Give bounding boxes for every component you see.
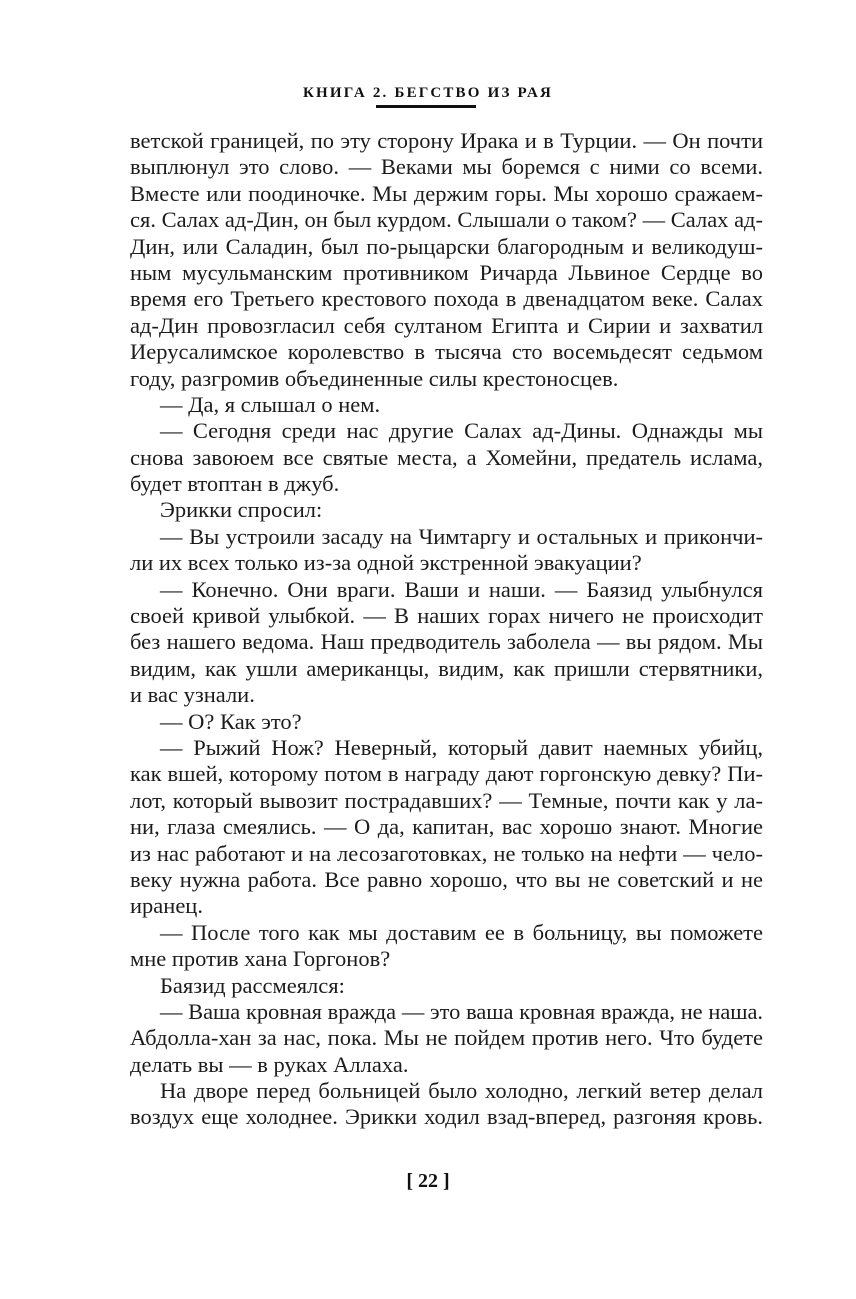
text-line: Баязид рассмеялся: xyxy=(160,972,345,998)
running-header xyxy=(0,82,856,102)
text-line: как вшей, которому потом в награду дают горгонскую девку? Пи- xyxy=(130,761,763,787)
text-line: снова завоюем все святые места, а Хомейни, предатель ислама, xyxy=(130,444,763,470)
text-line: воздух еще холоднее. Эрикки ходил взад-вперед, разгоняя кровь. xyxy=(130,1104,763,1130)
text-line: — Сегодня среди нас другие Салах ад-Дины. Однажды мы xyxy=(160,418,763,444)
text-line: из нас работают и на лесозаготовках, не только на нефти — чело- xyxy=(130,840,763,866)
text-line: — Рыжий Нож? Неверный, который давит наемных убийц, xyxy=(160,734,763,760)
text-line: ли их всех только из-за одной экстренной эвакуации? xyxy=(130,550,642,576)
text-line: делать вы — в руках Аллаха. xyxy=(130,1051,409,1077)
text-line: мне против хана Горгонов? xyxy=(130,946,391,972)
text-line: На дворе перед больницей было холодно, легкий ветер делал xyxy=(160,1078,763,1104)
text-line: ветской границей, по эту сторону Ирака и в Турции. — Он почти xyxy=(130,128,763,153)
text-line: лот, который вывозит пострадавших? — Темные, почти как у ла- xyxy=(130,787,763,813)
text-line: ся. Салах ад-Дин, он был курдом. Слышали о таком? — Салах ад- xyxy=(130,207,763,233)
text-line: будет втоптан в джуб. xyxy=(130,471,340,497)
text-line: — О? Как это? xyxy=(160,708,302,734)
text-line: иранец. xyxy=(130,893,203,919)
text-line: году, разгромив объединенные силы крестоносцев. xyxy=(130,365,619,391)
page-number: [ 22 ] xyxy=(406,1170,450,1192)
text-line: веку нужна работа. Все равно хорошо, что вы не советский и не xyxy=(130,866,763,892)
text-line: ад-Дин провозгласил себя султаном Египта и Сирии и захватил xyxy=(130,312,763,338)
text-line: — Ваша кровная вражда — это ваша кровная вражда, не наша. xyxy=(160,998,763,1024)
text-line: ным мусульманским противником Ричарда Львиное Сердце во xyxy=(130,259,763,285)
body-text xyxy=(130,128,763,1131)
text-line: выплюнул это слово. — Веками мы боремся с ними со всеми. xyxy=(130,154,763,180)
text-line: Эрикки спросил: xyxy=(160,497,323,523)
text-line: видим, как ушли американцы, видим, как пришли стервятники, xyxy=(130,655,763,681)
book-title: КНИГА 2. БЕГСТВО ИЗ РАЯ xyxy=(302,85,554,101)
text-line: Абдолла-хан за нас, пока. Мы не пойдем против него. Что будете xyxy=(130,1025,763,1051)
text-line: время его Третьего крестового похода в двенадцатом веке. Салах xyxy=(130,286,763,312)
text-line: — Вы устроили засаду на Чимтаргу и остальных и прикончи- xyxy=(160,523,763,549)
text-line: и вас узнали. xyxy=(130,682,255,708)
text-line: Дин, или Саладин, был по-рыцарски благородным и великодуш- xyxy=(130,233,763,259)
header-rule xyxy=(376,105,476,108)
text-line: — Конечно. Они враги. Ваши и наши. — Баязид улыбнулся xyxy=(160,576,763,602)
text-line: ни, глаза смеялись. — О да, капитан, вас хорошо знают. Многие xyxy=(130,814,763,840)
text-line: своей кривой улыбкой. — В наших горах ничего не происходит xyxy=(130,603,763,629)
text-line: Вместе или поодиночке. Мы держим горы. Мы хорошо сражаем- xyxy=(130,180,763,206)
text-line: Иерусалимское королевство в тысяча сто восемьдесят седьмом xyxy=(130,339,763,365)
text-line: без нашего ведома. Наш предводитель заболела — вы рядом. Мы xyxy=(130,629,763,655)
text-line: — Да, я слышал о нем. xyxy=(160,391,381,417)
text-line: — После того как мы доставим ее в больницу, вы поможете xyxy=(160,919,763,945)
